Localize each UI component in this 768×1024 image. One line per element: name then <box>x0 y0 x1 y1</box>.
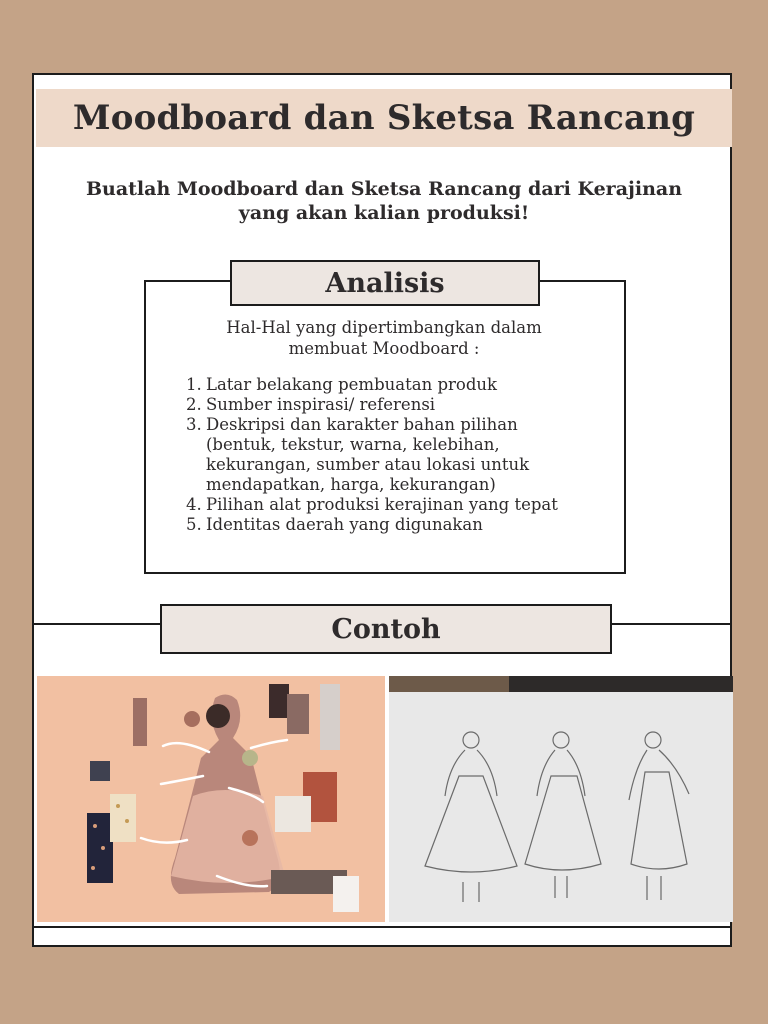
analysis-intro-line-1: Hal-Hal yang dipertimbangkan dalam <box>226 318 542 337</box>
list-item-number: 5. <box>186 515 202 534</box>
list-item-number: 1. <box>186 375 202 394</box>
list-item-number: 4. <box>186 495 202 514</box>
page-title: Moodboard dan Sketsa Rancang <box>72 98 696 138</box>
list-item-number: 3. <box>186 415 202 434</box>
list-item <box>186 375 606 395</box>
sketch-image <box>389 676 733 922</box>
moodboard-image <box>37 676 385 922</box>
list-item-text: Latar belakang pembuatan produk <box>206 375 498 394</box>
list-item-text: kekurangan, sumber atau lokasi untuk <box>206 455 530 474</box>
analysis-heading-tab <box>230 260 540 306</box>
list-item <box>186 415 606 495</box>
moodboard-collage <box>37 676 385 922</box>
worksheet-card <box>32 73 732 947</box>
analysis-intro-line-2: membuat Moodboard : <box>288 339 480 358</box>
list-item <box>186 515 606 535</box>
instruction-text <box>54 177 714 225</box>
analysis-intro <box>154 317 614 359</box>
list-item <box>186 495 606 515</box>
contoh-heading-tab <box>160 604 612 654</box>
bottom-rule <box>34 926 730 928</box>
list-item-text: Identitas daerah yang digunakan <box>206 515 483 534</box>
instruction-line-1: Buatlah Moodboard dan Sketsa Rancang dari Kerajinan <box>85 178 683 200</box>
title-band <box>36 89 732 147</box>
list-item-number: 2. <box>186 395 202 414</box>
list-item-text: Sumber inspirasi/ referensi <box>206 395 436 414</box>
list-item-text: mendapatkan, harga, kekurangan) <box>206 475 496 494</box>
contoh-heading: Contoh <box>331 613 441 645</box>
list-item-text: Pilihan alat produksi kerajinan yang tepat <box>206 495 558 514</box>
instruction-line-2: yang akan kalian produksi! <box>238 202 530 224</box>
sketch-drawing <box>389 676 733 922</box>
list-item-text: (bentuk, tekstur, warna, kelebihan, <box>206 435 500 454</box>
list-item-text: Deskripsi dan karakter bahan pilihan <box>206 415 518 434</box>
list-item <box>186 395 606 415</box>
analysis-list <box>186 375 606 535</box>
analysis-heading: Analisis <box>325 267 445 299</box>
